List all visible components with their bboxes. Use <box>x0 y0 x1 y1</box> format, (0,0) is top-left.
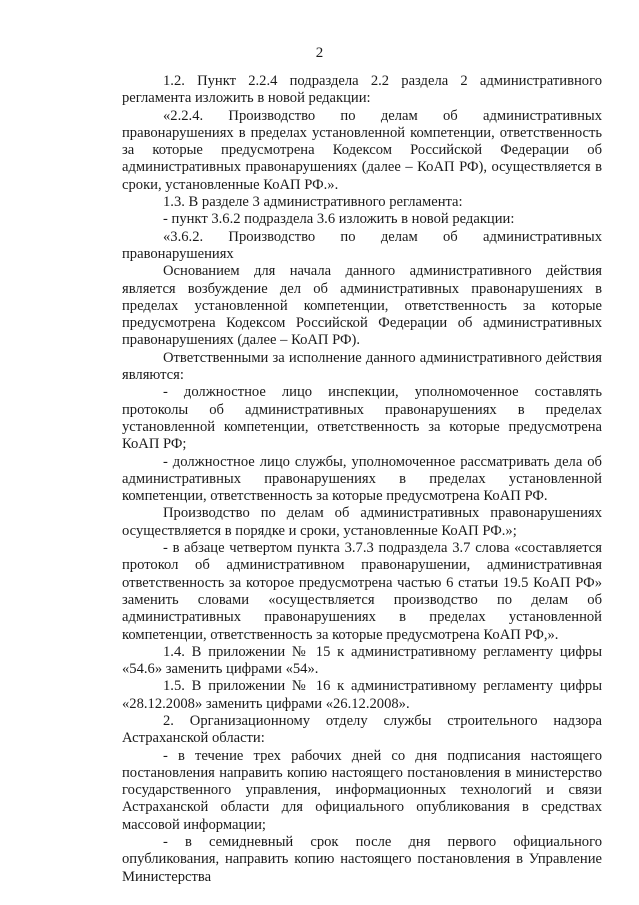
page-number: 2 <box>315 45 324 61</box>
paragraph-2: 2. Организационному отделу службы строительного надзора Астраханской области: <box>122 712 602 747</box>
paragraph-2-2-4: «2.2.4. Производство по делам об административных правонарушениях в пределах установленной компетенции, ответственность за которые предусмотрена Кодексом Российской Федерации об административных правонарушениях (далее – КоАП РФ), осуществляется в сроки, установленные КоАП РФ.». <box>122 107 602 193</box>
paragraph-3-6-2-heading: «3.6.2. Производство по делам об административных правонарушениях <box>122 228 602 262</box>
paragraph-1-3: 1.3. В разделе 3 административного регламента: <box>163 194 463 211</box>
paragraph-seven-days: - в семидневный срок после дня первого официального опубликования, направить копию настоящего постановления в Управление Министерства <box>122 834 602 885</box>
paragraph-service-official: - должностное лицо службы, уполномоченное рассматривать дела об административных правонарушениях в пределах установленной компетенции, ответственность за которые предусмотрена КоАП РФ. <box>122 453 602 505</box>
paragraph-responsible: Ответственными за исполнение данного административного действия являются: <box>122 349 602 384</box>
paragraph-three-days: - в течение трех рабочих дней со дня подписания настоящего постановления направить копию настоящего постановления в министерство государственного управления, информационных технологий и связи Астраханской области для официального опубликования в средствах массовой информации; <box>122 747 602 833</box>
paragraph-proceedings: Производство по делам об административных правонарушениях осуществляется в порядке и сроки, установленные КоАП РФ.»; <box>122 505 602 539</box>
paragraph-1-5: 1.5. В приложении № 16 к административному регламенту цифры «28.12.2008» заменить цифрами «26.12.2008». <box>122 678 602 712</box>
paragraph-1-4: 1.4. В приложении № 15 к административному регламенту цифры «54.6» заменить цифрами «54». <box>122 643 602 678</box>
paragraph-1-2: 1.2. Пункт 2.2.4 подраздела 2.2 раздела 2 административного регламента изложить в новой редакции: <box>122 73 602 107</box>
paragraph-basis: Основанием для начала данного административного действия является возбуждение дел об административных правонарушениях в пределах установленной компетенции, ответственность за которые предусмотрена Кодексом Российской Федерации об административных правонарушениях (далее – КоАП РФ). <box>122 263 602 349</box>
paragraph-3-7-3: - в абзаце четвертом пункта 3.7.3 подраздела 3.7 слова «составляется протокол об административном правонарушении, административная ответственность за которое предусмотрена частью 6 статьи 19.5 КоАП РФ» заменить словами «осуществляется производство по делам об административных правонарушениях в пределах установленной компетенции, ответственность за которые предусмотрена КоАП РФ,». <box>122 540 602 643</box>
paragraph-inspection-official: - должностное лицо инспекции, уполномоченное составлять протоколы об административных правонарушениях в пределах установленной компетенции, ответственность за которые предусмотрена КоАП РФ; <box>122 384 602 453</box>
paragraph-item-3-6-2: - пункт 3.6.2 подраздела 3.6 изложить в новой редакции: <box>163 211 515 228</box>
document-body <box>122 73 602 886</box>
